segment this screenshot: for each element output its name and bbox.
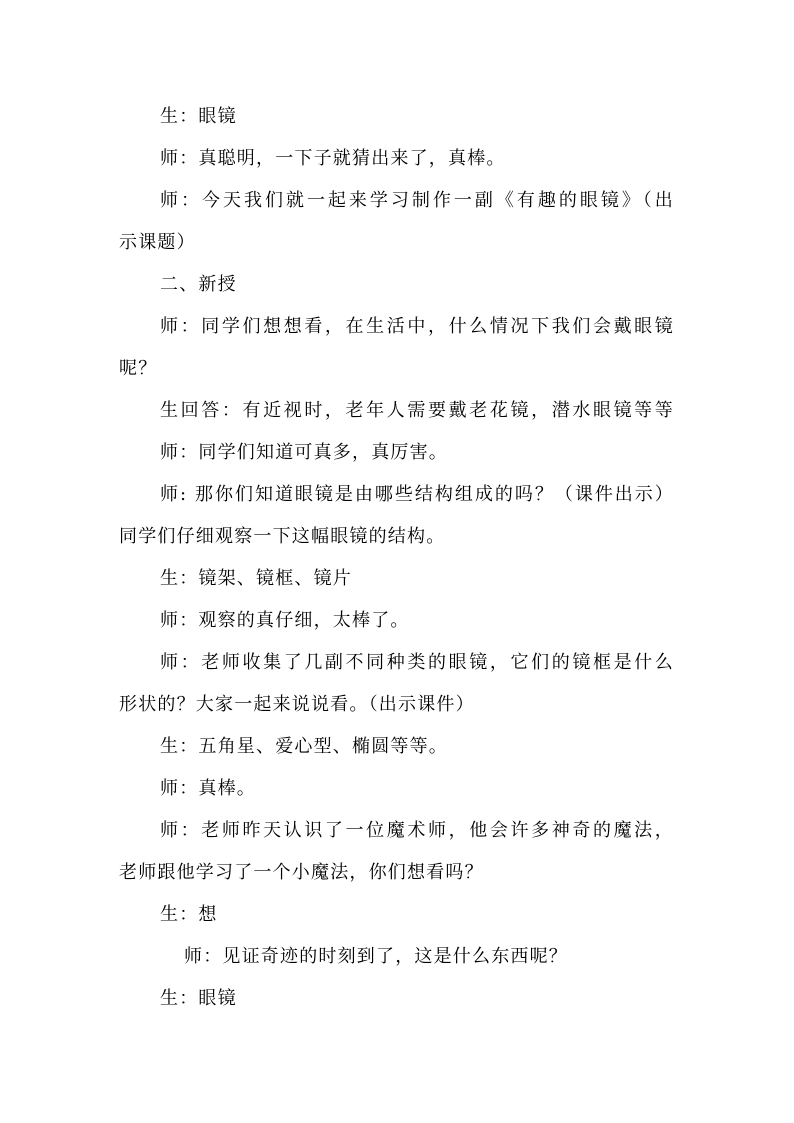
text-line: 生：镜架、镜框、镜片 [160,568,352,589]
text-line: 呢？ [119,358,158,379]
text-line: 师：老师昨天认识了一位魔术师，他会许多神奇的魔法， [160,820,674,841]
text-line: 师：今天我们就一起来学习制作一副《有趣的眼镜》（出 [160,190,674,211]
text-line: 形状的？大家一起来说说看。（出示课件） [119,694,475,715]
text-line: 师：观察的真仔细，太棒了。 [160,610,410,631]
text-line: 生：眼镜 [160,106,237,127]
text-line: 师：真棒。 [160,778,256,799]
text-line: 同学们仔细观察一下这幅眼镜的结构。 [119,526,446,547]
text-line: 老师跟他学习了一个小魔法，你们想看吗？ [119,862,484,883]
text-line: 师：同学们想想看，在生活中，什么情况下我们会戴眼镜 [160,316,674,337]
text-line: 生：眼镜 [160,988,237,1009]
text-line: 师：同学们知道可真多，真厉害。 [160,442,448,463]
text-line: 生：想 [160,904,218,925]
text-line: 示课题） [119,232,196,253]
text-line: 师：真聪明，一下子就猜出来了，真棒。 [160,148,506,169]
section-heading: 二、新授 [160,274,237,295]
text-line: 师: 那你们知道眼镜是由哪些结构组成的吗？（课件出示） [160,484,674,505]
text-line: 师：见证奇迹的时刻到了，这是什么东西呢？ [184,946,568,967]
text-line: 生：五角星、爱心型、椭圆等等。 [160,736,448,757]
text-line: 生回答：有近视时，老年人需要戴老花镜，潜水眼镜等等 [160,400,674,421]
text-line: 师：老师收集了几副不同种类的眼镜，它们的镜框是什么 [160,652,674,673]
